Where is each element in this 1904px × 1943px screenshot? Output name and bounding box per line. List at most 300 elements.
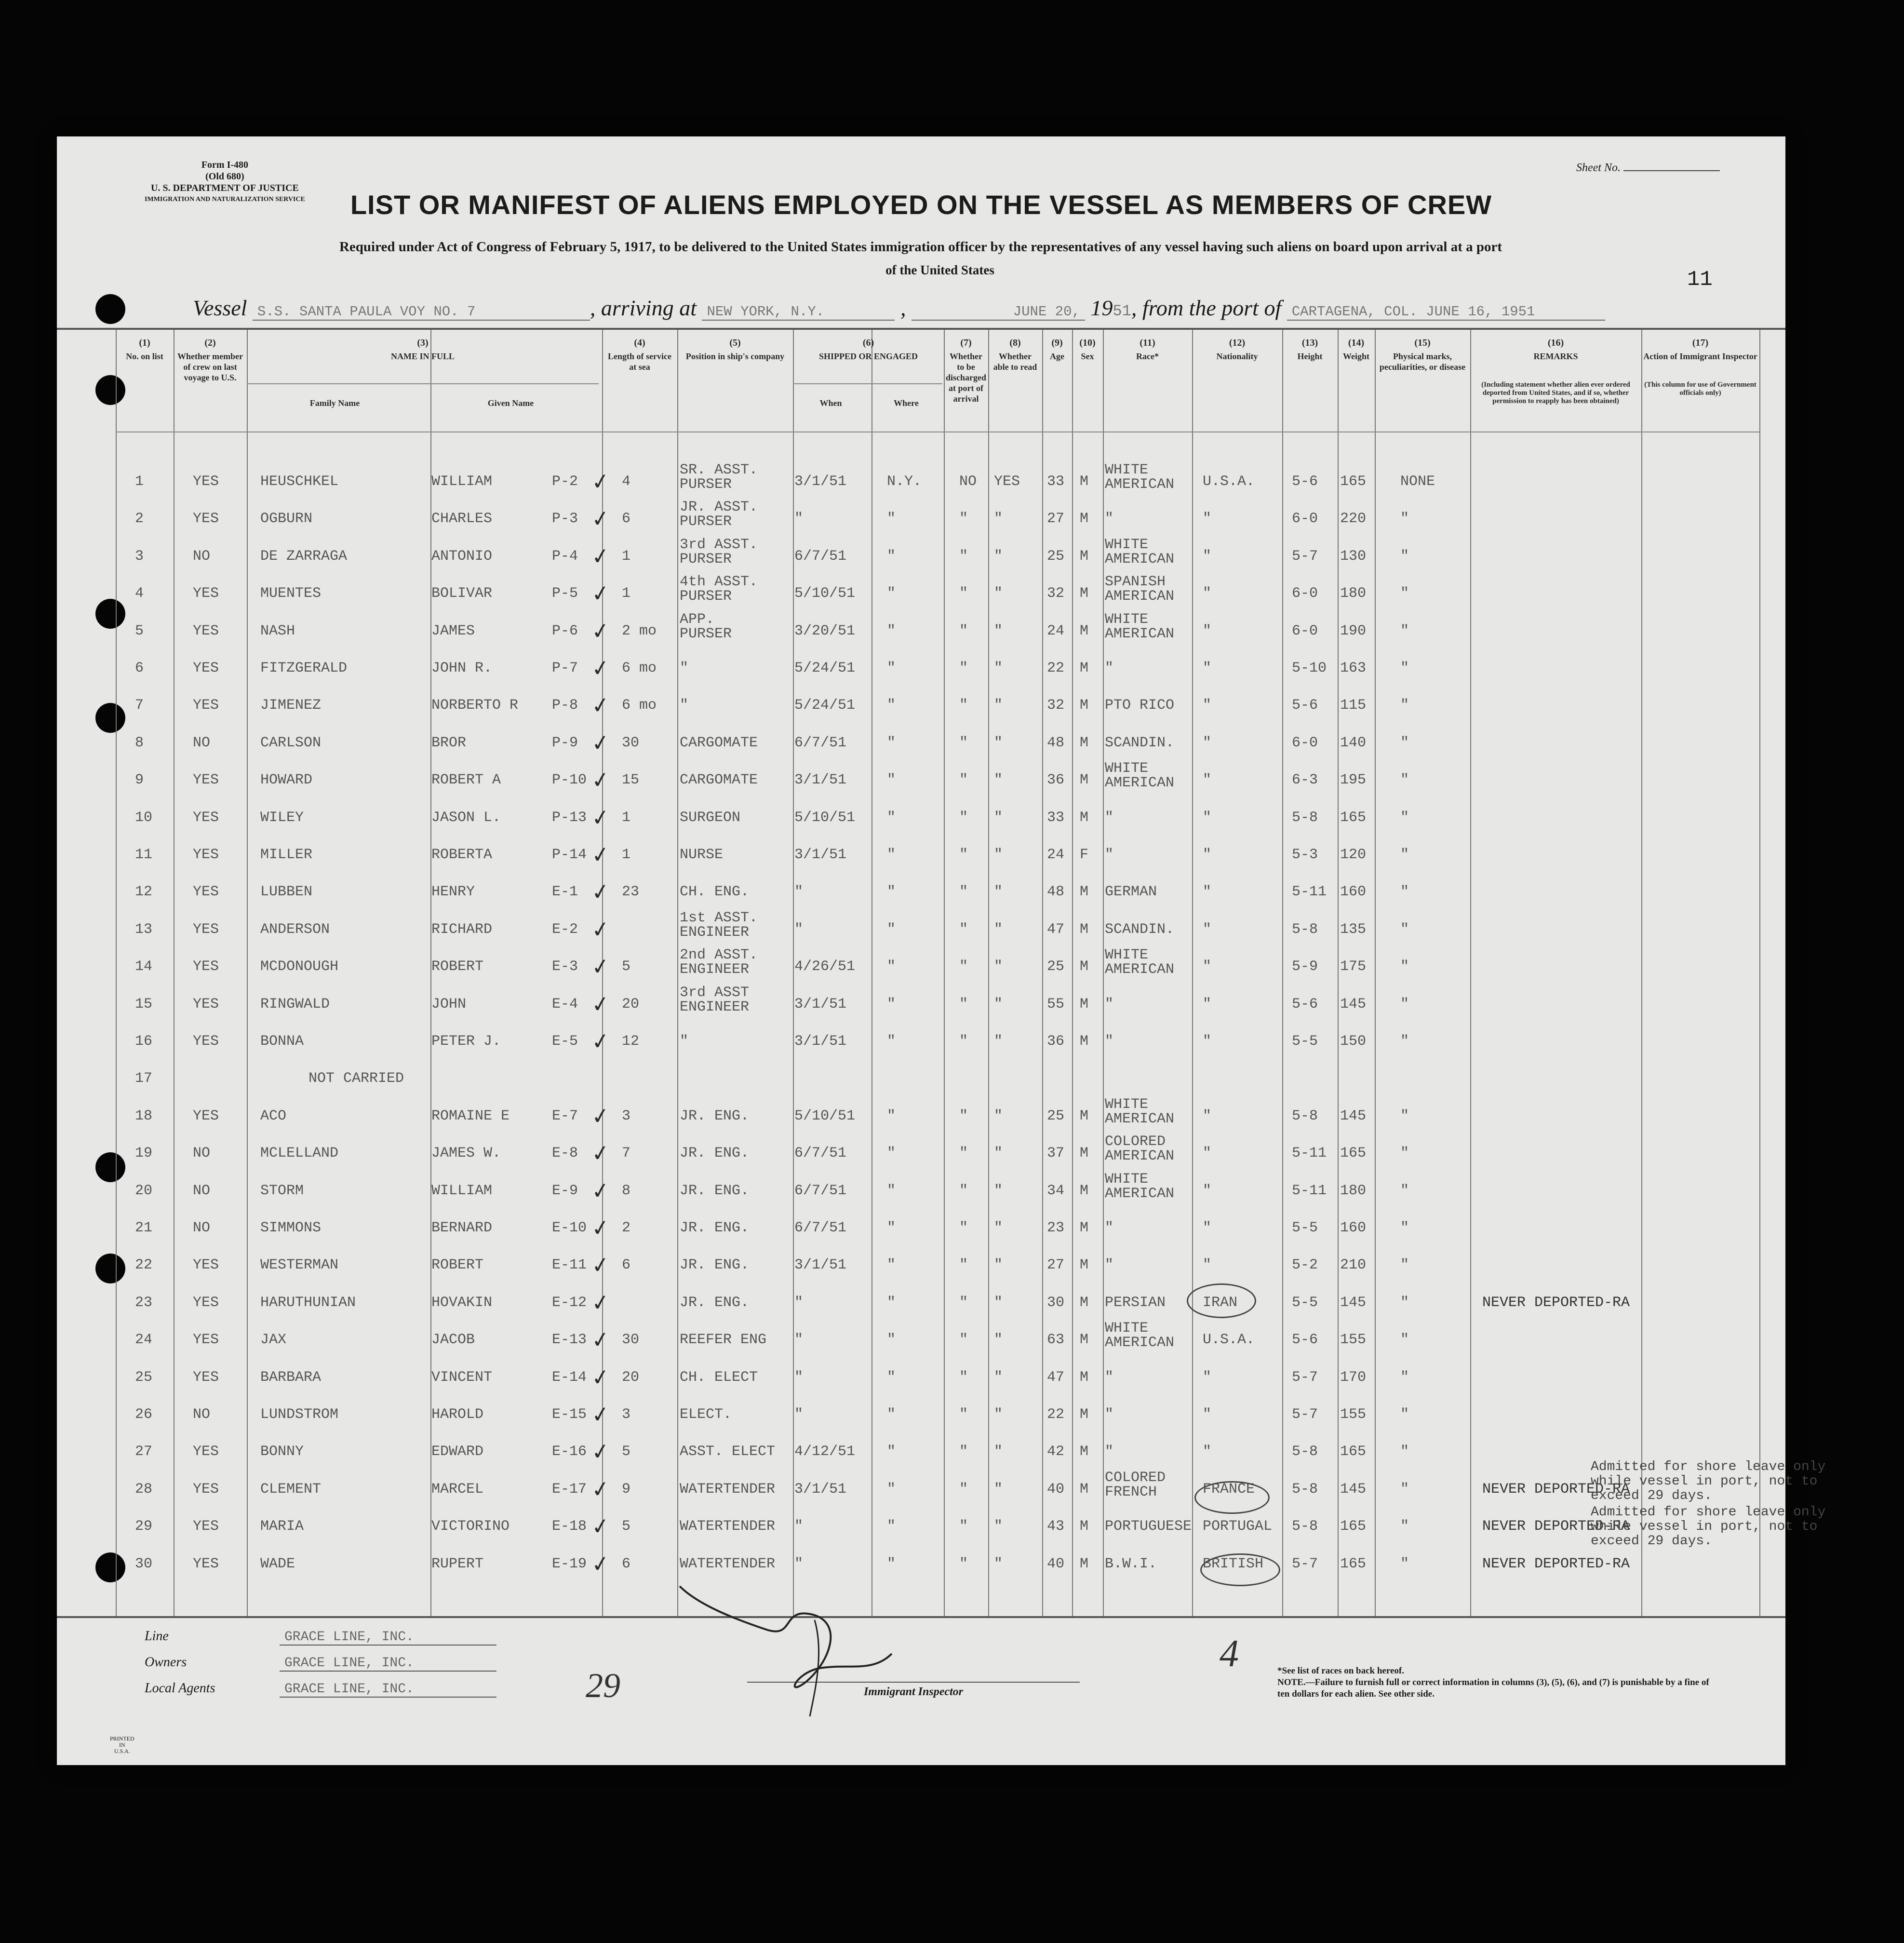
row-number: 30 — [135, 1555, 153, 1572]
check-mark-icon: ✓ — [591, 542, 610, 573]
prev-voyage: YES — [193, 511, 219, 527]
age: 47 — [1047, 921, 1065, 938]
check-mark-icon: ✓ — [591, 841, 610, 871]
row-number: 25 — [135, 1369, 153, 1386]
able-to-read: " — [994, 548, 1003, 565]
family-name: MARIA — [260, 1518, 304, 1535]
prev-voyage: YES — [193, 1107, 219, 1124]
inspector-signature-line: Immigrant Inspector — [747, 1682, 1080, 1699]
crew-code: E-4 — [552, 996, 578, 1012]
weight: 160 — [1340, 884, 1367, 901]
physical-marks: " — [1400, 1145, 1409, 1162]
position: " — [680, 660, 689, 676]
position: JR. ENG. — [680, 1220, 750, 1236]
sex: F — [1080, 847, 1089, 863]
sex: M — [1080, 921, 1089, 938]
race: COLORED AMERICAN — [1105, 1133, 1175, 1165]
check-mark-icon: ✓ — [591, 1027, 610, 1058]
race: GERMAN — [1105, 884, 1157, 901]
column-header: (7) Whether to be discharged at port of arrival — [946, 337, 987, 404]
family-name: JAX — [260, 1332, 287, 1349]
weight: 180 — [1340, 585, 1367, 602]
family-name: RINGWALD — [260, 996, 330, 1012]
shipped-where: " — [887, 1332, 896, 1349]
able-to-read: " — [994, 697, 1003, 714]
prev-voyage: YES — [193, 809, 219, 826]
sheet-number-field: Sheet No. — [1576, 162, 1720, 175]
given-name: ROBERT — [431, 1257, 484, 1274]
row-number: 12 — [135, 884, 153, 901]
prev-voyage: YES — [193, 772, 219, 789]
row-number: 19 — [135, 1145, 153, 1162]
physical-marks: " — [1400, 1481, 1409, 1498]
shipped-where: " — [887, 809, 896, 826]
given-name: JOHN R. — [431, 660, 493, 676]
service-length: 1 — [622, 847, 631, 863]
shipped-when: 3/1/51 — [794, 772, 847, 789]
check-mark-icon: ✓ — [591, 505, 610, 536]
family-name: MCDONOUGH — [260, 958, 339, 975]
physical-marks: " — [1400, 772, 1409, 789]
nationality: " — [1203, 548, 1212, 565]
nationality: " — [1203, 1145, 1212, 1162]
discharge: " — [959, 734, 968, 751]
shipped-where: " — [887, 884, 896, 901]
age: 36 — [1047, 772, 1065, 789]
footer-agents: Local Agents GRACE LINE, INC. — [145, 1681, 496, 1698]
sex: M — [1080, 511, 1089, 527]
physical-marks: " — [1400, 921, 1409, 938]
crew-row — [0, 948, 1904, 985]
age: 33 — [1047, 809, 1065, 826]
physical-marks: " — [1400, 1107, 1409, 1124]
sex: M — [1080, 1518, 1089, 1535]
service-length: 15 — [622, 772, 640, 789]
service-length: 6 — [622, 1257, 631, 1274]
height: 6-0 — [1292, 622, 1318, 639]
age: 40 — [1047, 1481, 1065, 1498]
able-to-read: " — [994, 1033, 1003, 1050]
row-number: 22 — [135, 1257, 153, 1274]
prev-voyage: YES — [193, 1481, 219, 1498]
crew-row — [0, 724, 1904, 761]
position: JR. ENG. — [680, 1294, 750, 1311]
age: 25 — [1047, 958, 1065, 975]
row-number: 24 — [135, 1332, 153, 1349]
height: 5-10 — [1292, 660, 1327, 676]
weight: 155 — [1340, 1332, 1367, 1349]
shipped-where: " — [887, 772, 896, 789]
crew-code: P-4 — [552, 548, 578, 565]
discharge: " — [959, 1369, 968, 1386]
nationality: BRITISH — [1203, 1555, 1264, 1572]
given-name: ROBERT — [431, 958, 484, 975]
crew-code: E-16 — [552, 1444, 587, 1460]
row-number: 9 — [135, 772, 144, 789]
sex: M — [1080, 1555, 1089, 1572]
discharge: " — [959, 847, 968, 863]
given-name: JAMES W. — [431, 1145, 501, 1162]
shipped-when: 4/26/51 — [794, 958, 856, 975]
given-name: JAMES — [431, 622, 475, 639]
column-header: (16) REMARKS — [1533, 337, 1578, 361]
age: 32 — [1047, 585, 1065, 602]
row-number: 4 — [135, 585, 144, 602]
family-name: NOT CARRIED — [308, 1070, 404, 1087]
column-subheader: Family Name — [309, 398, 360, 408]
height: 5-8 — [1292, 1444, 1318, 1460]
service-length: 5 — [622, 1444, 631, 1460]
weight: 145 — [1340, 1107, 1367, 1124]
position: SR. ASST. PURSER — [680, 462, 758, 493]
age: 43 — [1047, 1518, 1065, 1535]
prev-voyage: YES — [193, 958, 219, 975]
position: 4th ASST. PURSER — [680, 574, 758, 605]
position: ELECT. — [680, 1406, 732, 1423]
nationality: " — [1203, 1033, 1212, 1050]
able-to-read: " — [994, 1107, 1003, 1124]
row-number: 11 — [135, 847, 153, 863]
able-to-read: " — [994, 1182, 1003, 1199]
column-header: (5) Position in ship's company — [685, 337, 785, 361]
height: 5-6 — [1292, 1332, 1318, 1349]
sex: M — [1080, 585, 1089, 602]
nationality: " — [1203, 585, 1212, 602]
nationality: " — [1203, 1182, 1212, 1199]
race: SCANDIN. — [1105, 734, 1175, 751]
service-length: 2 — [622, 1220, 631, 1236]
weight: 145 — [1340, 1481, 1367, 1498]
discharge: " — [959, 697, 968, 714]
race: " — [1105, 847, 1114, 863]
position: JR. ENG. — [680, 1257, 750, 1274]
crew-row — [0, 1134, 1904, 1171]
discharge: NO — [959, 473, 977, 490]
able-to-read: " — [994, 958, 1003, 975]
prev-voyage: YES — [193, 884, 219, 901]
age: 47 — [1047, 1369, 1065, 1386]
shipped-where: " — [887, 511, 896, 527]
given-name: RICHARD — [431, 921, 493, 938]
shipped-when: 3/1/51 — [794, 847, 847, 863]
family-name: MUENTES — [260, 585, 322, 602]
discharge: " — [959, 884, 968, 901]
family-name: HEUSCHKEL — [260, 473, 339, 490]
nationality: " — [1203, 660, 1212, 676]
race: PTO RICO — [1105, 697, 1175, 714]
prev-voyage: YES — [193, 1294, 219, 1311]
service-length: 1 — [622, 809, 631, 826]
physical-marks: " — [1400, 996, 1409, 1012]
height: 5-11 — [1292, 1145, 1327, 1162]
shipped-when: " — [794, 511, 804, 527]
crew-code: P-2 — [552, 473, 578, 490]
physical-marks: " — [1400, 1555, 1409, 1572]
shipped-when: " — [794, 884, 804, 901]
shipped-when: 5/24/51 — [794, 697, 856, 714]
prev-voyage: NO — [193, 734, 211, 751]
physical-marks: " — [1400, 1406, 1409, 1423]
weight: 170 — [1340, 1369, 1367, 1386]
shipped-where: N.Y. — [887, 473, 922, 490]
sex: M — [1080, 884, 1089, 901]
physical-marks: " — [1400, 1220, 1409, 1236]
family-name: CARLSON — [260, 734, 322, 751]
nationality: " — [1203, 697, 1212, 714]
row-number: 2 — [135, 511, 144, 527]
nationality: " — [1203, 772, 1212, 789]
position: JR. ASST. PURSER — [680, 499, 758, 530]
row-number: 5 — [135, 622, 144, 639]
weight: 130 — [1340, 548, 1367, 565]
service-length: 8 — [622, 1182, 631, 1199]
crew-row — [0, 1321, 1904, 1358]
family-name: SIMMONS — [260, 1220, 322, 1236]
shipped-when: 6/7/51 — [794, 1182, 847, 1199]
discharge: " — [959, 585, 968, 602]
row-number: 27 — [135, 1444, 153, 1460]
physical-marks: " — [1400, 1033, 1409, 1050]
discharge: " — [959, 809, 968, 826]
crew-row — [0, 1060, 1904, 1096]
column-header: (15) Physical marks, peculiarities, or disease — [1379, 337, 1466, 372]
position: 3rd ASST. PURSER — [680, 536, 758, 567]
given-name: EDWARD — [431, 1444, 484, 1460]
crew-row — [0, 836, 1904, 873]
crew-row — [0, 687, 1904, 723]
physical-marks: " — [1400, 1257, 1409, 1274]
shipped-when: 3/1/51 — [794, 996, 847, 1012]
given-name: PETER J. — [431, 1033, 501, 1050]
race: " — [1105, 1406, 1114, 1423]
column-header: (4) Length of service at sea — [608, 337, 671, 372]
race: " — [1105, 1257, 1114, 1274]
height: 5-7 — [1292, 1369, 1318, 1386]
age: 24 — [1047, 847, 1065, 863]
height: 5-5 — [1292, 1294, 1318, 1311]
check-mark-icon: ✓ — [591, 915, 610, 946]
given-name: JASON L. — [431, 809, 501, 826]
check-mark-icon: ✓ — [591, 766, 610, 797]
family-name: HOWARD — [260, 772, 313, 789]
shipped-where: " — [887, 1182, 896, 1199]
shipped-where: " — [887, 697, 896, 714]
vessel-name: S.S. SANTA PAULA VOY NO. 7 — [253, 304, 590, 321]
sex: M — [1080, 772, 1089, 789]
crew-code: E-5 — [552, 1033, 578, 1050]
column-header: (12) Nationality — [1216, 337, 1258, 361]
crew-row — [0, 985, 1904, 1022]
check-mark-icon: ✓ — [591, 1401, 610, 1431]
race: WHITE AMERICAN — [1105, 1096, 1175, 1127]
weight: 115 — [1340, 697, 1367, 714]
weight: 165 — [1340, 473, 1367, 490]
position: JR. ENG. — [680, 1107, 750, 1124]
weight: 175 — [1340, 958, 1367, 975]
service-length: 5 — [622, 1518, 631, 1535]
service-length: 9 — [622, 1481, 631, 1498]
age: 32 — [1047, 697, 1065, 714]
prev-voyage: NO — [193, 1182, 211, 1199]
shipped-when: 5/10/51 — [794, 1107, 856, 1124]
row-number: 21 — [135, 1220, 153, 1236]
height: 5-5 — [1292, 1033, 1318, 1050]
nationality-circle — [1200, 1553, 1280, 1586]
age: 48 — [1047, 734, 1065, 751]
physical-marks: " — [1400, 809, 1409, 826]
discharge: " — [959, 1294, 968, 1311]
height: 5-8 — [1292, 1481, 1318, 1498]
service-length: 23 — [622, 884, 640, 901]
weight: 165 — [1340, 1145, 1367, 1162]
age: 22 — [1047, 660, 1065, 676]
shipped-when: 3/20/51 — [794, 622, 856, 639]
sex: M — [1080, 1107, 1089, 1124]
family-name: BARBARA — [260, 1369, 322, 1386]
age: 22 — [1047, 1406, 1065, 1423]
row-number: 7 — [135, 697, 144, 714]
height: 6-3 — [1292, 772, 1318, 789]
punch-hole — [95, 294, 125, 324]
service-length: 20 — [622, 1369, 640, 1386]
nationality: " — [1203, 884, 1212, 901]
crew-code: E-12 — [552, 1294, 587, 1311]
family-name: MILLER — [260, 847, 313, 863]
race: " — [1105, 511, 1114, 527]
shipped-when: 5/10/51 — [794, 809, 856, 826]
age: 25 — [1047, 1107, 1065, 1124]
height: 5-5 — [1292, 1220, 1318, 1236]
discharge: " — [959, 511, 968, 527]
column-header: (6) SHIPPED OR ENGAGED — [818, 337, 918, 361]
check-mark-icon: ✓ — [591, 1102, 610, 1133]
able-to-read: " — [994, 1257, 1003, 1274]
shipped-when: " — [794, 1406, 804, 1423]
age: 40 — [1047, 1555, 1065, 1572]
check-mark-icon: ✓ — [591, 1512, 610, 1543]
service-length: 6 mo — [622, 660, 657, 676]
prev-voyage: NO — [193, 548, 211, 565]
service-length: 3 — [622, 1107, 631, 1124]
shipped-where: " — [887, 548, 896, 565]
sex: M — [1080, 1220, 1089, 1236]
remarks: NEVER DEPORTED-RA — [1482, 1518, 1630, 1535]
nationality: " — [1203, 809, 1212, 826]
weight: 165 — [1340, 1518, 1367, 1535]
able-to-read: " — [994, 511, 1003, 527]
weight: 163 — [1340, 660, 1367, 676]
prev-voyage: YES — [193, 847, 219, 863]
position: CH. ELECT — [680, 1369, 758, 1386]
physical-marks: " — [1400, 1294, 1409, 1311]
crew-row — [0, 1284, 1904, 1321]
crew-row — [0, 1023, 1904, 1059]
given-name: HOVAKIN — [431, 1294, 493, 1311]
height: 5-7 — [1292, 1406, 1318, 1423]
discharge: " — [959, 1257, 968, 1274]
check-mark-icon: ✓ — [591, 1438, 610, 1469]
page-title: LIST OR MANIFEST OF ALIENS EMPLOYED ON THE VESSEL AS MEMBERS OF CREW — [350, 189, 1492, 220]
crew-code: E-1 — [552, 884, 578, 901]
crew-row — [0, 463, 1904, 499]
age: 24 — [1047, 622, 1065, 639]
prev-voyage: YES — [193, 1033, 219, 1050]
crew-code: E-7 — [552, 1107, 578, 1124]
race: " — [1105, 1369, 1114, 1386]
sheet-count: 11 — [1687, 268, 1713, 292]
discharge: " — [959, 1145, 968, 1162]
shipped-when: 3/1/51 — [794, 1257, 847, 1274]
service-length: 12 — [622, 1033, 640, 1050]
column-subheader: Given Name — [487, 398, 534, 408]
shipped-where: " — [887, 1033, 896, 1050]
position: WATERTENDER — [680, 1518, 776, 1535]
shipped-when: " — [794, 1369, 804, 1386]
sex: M — [1080, 548, 1089, 565]
race: WHITE AMERICAN — [1105, 611, 1175, 642]
row-number: 16 — [135, 1033, 153, 1050]
able-to-read: " — [994, 809, 1003, 826]
shipped-when: 3/1/51 — [794, 473, 847, 490]
family-name: JIMENEZ — [260, 697, 322, 714]
sex: M — [1080, 1332, 1089, 1349]
height: 6-0 — [1292, 734, 1318, 751]
prev-voyage: YES — [193, 1369, 219, 1386]
nationality: " — [1203, 1107, 1212, 1124]
age: 30 — [1047, 1294, 1065, 1311]
given-name: WILLIAM — [431, 473, 493, 490]
remarks: NEVER DEPORTED-RA — [1482, 1294, 1630, 1311]
height: 5-2 — [1292, 1257, 1318, 1274]
check-mark-icon: ✓ — [591, 878, 610, 909]
shipped-when: " — [794, 1332, 804, 1349]
physical-marks: " — [1400, 585, 1409, 602]
crew-row — [0, 1097, 1904, 1134]
race: WHITE AMERICAN — [1105, 760, 1175, 792]
shipped-where: " — [887, 1294, 896, 1311]
shipped-where: " — [887, 1481, 896, 1498]
check-mark-icon: ✓ — [591, 1176, 610, 1207]
crew-code: E-17 — [552, 1481, 587, 1498]
shipped-when: 6/7/51 — [794, 1145, 847, 1162]
able-to-read: " — [994, 847, 1003, 863]
crew-row — [0, 799, 1904, 836]
given-name: NORBERTO R — [431, 697, 519, 714]
row-number: 10 — [135, 809, 153, 826]
shipped-when: 6/7/51 — [794, 548, 847, 565]
given-name: WILLIAM — [431, 1182, 493, 1199]
handwritten-mark: 4 — [1220, 1633, 1239, 1675]
check-mark-icon: ✓ — [591, 953, 610, 984]
sex: M — [1080, 660, 1089, 676]
service-length: 6 — [622, 511, 631, 527]
given-name: MARCEL — [431, 1481, 484, 1498]
age: 55 — [1047, 996, 1065, 1012]
height: 5-7 — [1292, 548, 1318, 565]
page-subtitle: Required under Act of Congress of February 5, 1917, to be delivered to the United States immigration officer by the representatives of any vessel having such aliens on board upon arrival at a port — [339, 239, 1502, 255]
check-mark-icon: ✓ — [591, 1251, 610, 1282]
sex: M — [1080, 809, 1089, 826]
row-number: 1 — [135, 473, 144, 490]
physical-marks: " — [1400, 1332, 1409, 1349]
able-to-read: " — [994, 585, 1003, 602]
service-length: 30 — [622, 734, 640, 751]
sex: M — [1080, 996, 1089, 1012]
able-to-read: " — [994, 996, 1003, 1012]
shipped-when: " — [794, 1518, 804, 1535]
height: 6-0 — [1292, 511, 1318, 527]
age: 34 — [1047, 1182, 1065, 1199]
